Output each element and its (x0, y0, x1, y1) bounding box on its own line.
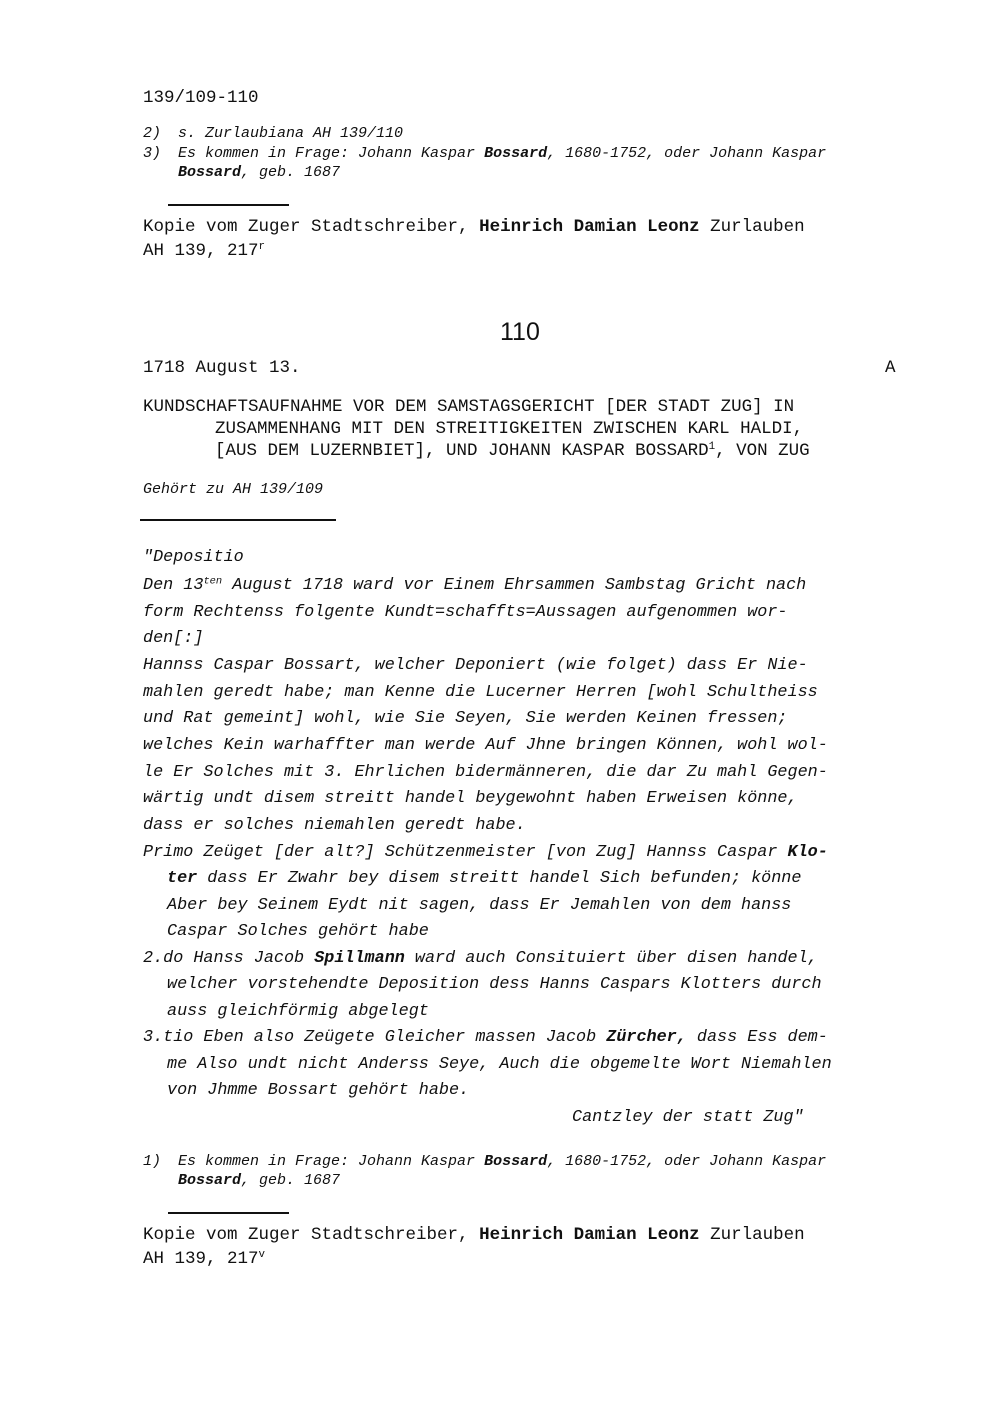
text-span: , geb. 1687 (241, 1172, 341, 1189)
footnote-3-line-2 (178, 164, 340, 181)
document-type: A (885, 358, 896, 378)
footnote-divider (168, 204, 289, 206)
body-line: Aber bey Seinem Eydt nit sagen, dass Er Jemahlen von dem hanss (167, 896, 792, 915)
body-line: form Rechtenss folgente Kundt=schaffts=Aussagen aufgenommen wor- (143, 603, 788, 622)
body-line: Hannss Caspar Bossart, welcher Deponiert (wie folget) dass Er Nie- (143, 656, 808, 675)
copy-note (143, 1225, 805, 1245)
superscript: v (258, 1249, 266, 1262)
text-span: Zurlauben (699, 1225, 805, 1245)
body-line (143, 949, 818, 968)
text-span: , VON ZUG (715, 441, 810, 461)
text-span: Es kommen in Frage: Johann Kaspar (178, 1153, 485, 1170)
superscript: ten (203, 575, 223, 588)
text-span: Den 13 (143, 576, 204, 595)
text-span: Kopie vom Zuger Stadtschreiber, (143, 1225, 480, 1245)
person-name: Zürcher, (606, 1028, 687, 1047)
person-name: Bossard (178, 1172, 242, 1189)
body-line: wärtig undt disem streitt handel beygewohnt haben Erweisen könne, (143, 789, 798, 808)
person-name: Heinrich Damian Leonz (479, 217, 700, 237)
body-line: mahlen geredt habe; man Kenne die Lucerner Herren [wohl Schultheiss (143, 683, 818, 702)
footnote-1-number: 1) (143, 1153, 162, 1170)
title-line-2: ZUSAMMENHANG MIT DEN STREITIGKEITEN ZWISCHEN KARL HALDI, (215, 419, 804, 439)
body-line: von Jhmme Bossart gehört habe. (167, 1081, 470, 1100)
body-line: welches Kein warhaffter man werde Auf Jhne bringen Können, wohl wol- (143, 736, 828, 755)
person-name: ter (167, 869, 198, 888)
person-name: Heinrich Damian Leonz (479, 1225, 700, 1245)
copy-note (143, 217, 805, 237)
text-span: 3.tio Eben also Zeügete Gleicher massen Jacob (143, 1028, 607, 1047)
footnote-number: 2) (143, 125, 162, 142)
body-line (143, 843, 828, 862)
text-span: , 1680-1752, oder Johann Kaspar (547, 145, 827, 162)
body-line (143, 576, 806, 595)
body-line (143, 1028, 828, 1047)
text-span: , geb. 1687 (241, 164, 341, 181)
reference-number: 139/109-110 (143, 88, 259, 108)
person-name: Klo- (787, 843, 828, 862)
body-line: le Er Solches mit 3. Ehrlichen bidermänneren, die dar Zu mahl Gegen- (143, 763, 828, 782)
text-span: [AUS DEM LUZERNBIET], UND JOHANN KASPAR BOSSARD (215, 441, 709, 461)
signature-line: Cantzley der statt Zug" (572, 1108, 804, 1127)
footnote-3-line-1 (178, 145, 826, 162)
body-line (167, 869, 801, 888)
footnote-2 (143, 125, 161, 142)
text-span: Zurlauben (699, 217, 805, 237)
body-line: den[:] (143, 629, 204, 648)
text-span: dass Ess dem- (686, 1028, 828, 1047)
text-span: ward auch Consituiert über disen handel, (404, 949, 818, 968)
text-span: Primo Zeüget [der alt?] Schützenmeister [von Zug] Hannss Caspar (143, 843, 788, 862)
title-line-3 (215, 441, 810, 461)
body-line: Caspar Solches gehört habe (167, 922, 429, 941)
title-line-1: KUNDSCHAFTSAUFNAHME VOR DEM SAMSTAGSGERICHT [DER STADT ZUG] IN (143, 397, 795, 417)
header-divider (140, 519, 336, 521)
footnote-divider (168, 1212, 289, 1214)
body-line: me Also undt nicht Anderss Seye, Auch die obgemelte Wort Niemahlen (167, 1055, 832, 1074)
document-number: 110 (500, 318, 540, 346)
footnote-marker: 1 (708, 441, 716, 454)
body-line: "Depositio (143, 548, 244, 567)
source-reference (143, 1249, 265, 1269)
text-span: August 1718 ward vor Einem Ehrsammen Sambstag Gricht nach (222, 576, 807, 595)
superscript: r (258, 241, 266, 254)
text-span: AH 139, 217 (143, 241, 259, 261)
text-span: dass Er Zwahr bey disem streitt handel Sich befunden; könne (197, 869, 802, 888)
person-name: Spillmann (314, 949, 405, 968)
text-span: 2.do Hanss Jacob (143, 949, 315, 968)
footnote-1-line-1 (178, 1153, 826, 1170)
person-name: Bossard (484, 145, 548, 162)
text-span: Es kommen in Frage: Johann Kaspar (178, 145, 485, 162)
body-line: und Rat gemeint] wohl, wie Sie Seyen, Sie werden Keinen fressen; (143, 709, 788, 728)
belongs-to-note: Gehört zu AH 139/109 (143, 481, 324, 498)
document-date: 1718 August 13. (143, 358, 301, 378)
person-name: Bossard (178, 164, 242, 181)
person-name: Bossard (484, 1153, 548, 1170)
footnote-1-line-2 (178, 1172, 340, 1189)
source-reference (143, 241, 265, 261)
text-span: , 1680-1752, oder Johann Kaspar (547, 1153, 827, 1170)
text-span: AH 139, 217 (143, 1249, 259, 1269)
body-line: auss gleichförmig abgelegt (167, 1002, 429, 1021)
footnote-2-text: s. Zurlaubiana AH 139/110 (178, 125, 404, 142)
body-line: dass er solches niemahlen geredt habe. (143, 816, 526, 835)
footnote-3-number: 3) (143, 145, 162, 162)
body-line: welcher vorstehendte Deposition dess Hanns Caspars Klotters durch (167, 975, 822, 994)
text-span: Kopie vom Zuger Stadtschreiber, (143, 217, 480, 237)
